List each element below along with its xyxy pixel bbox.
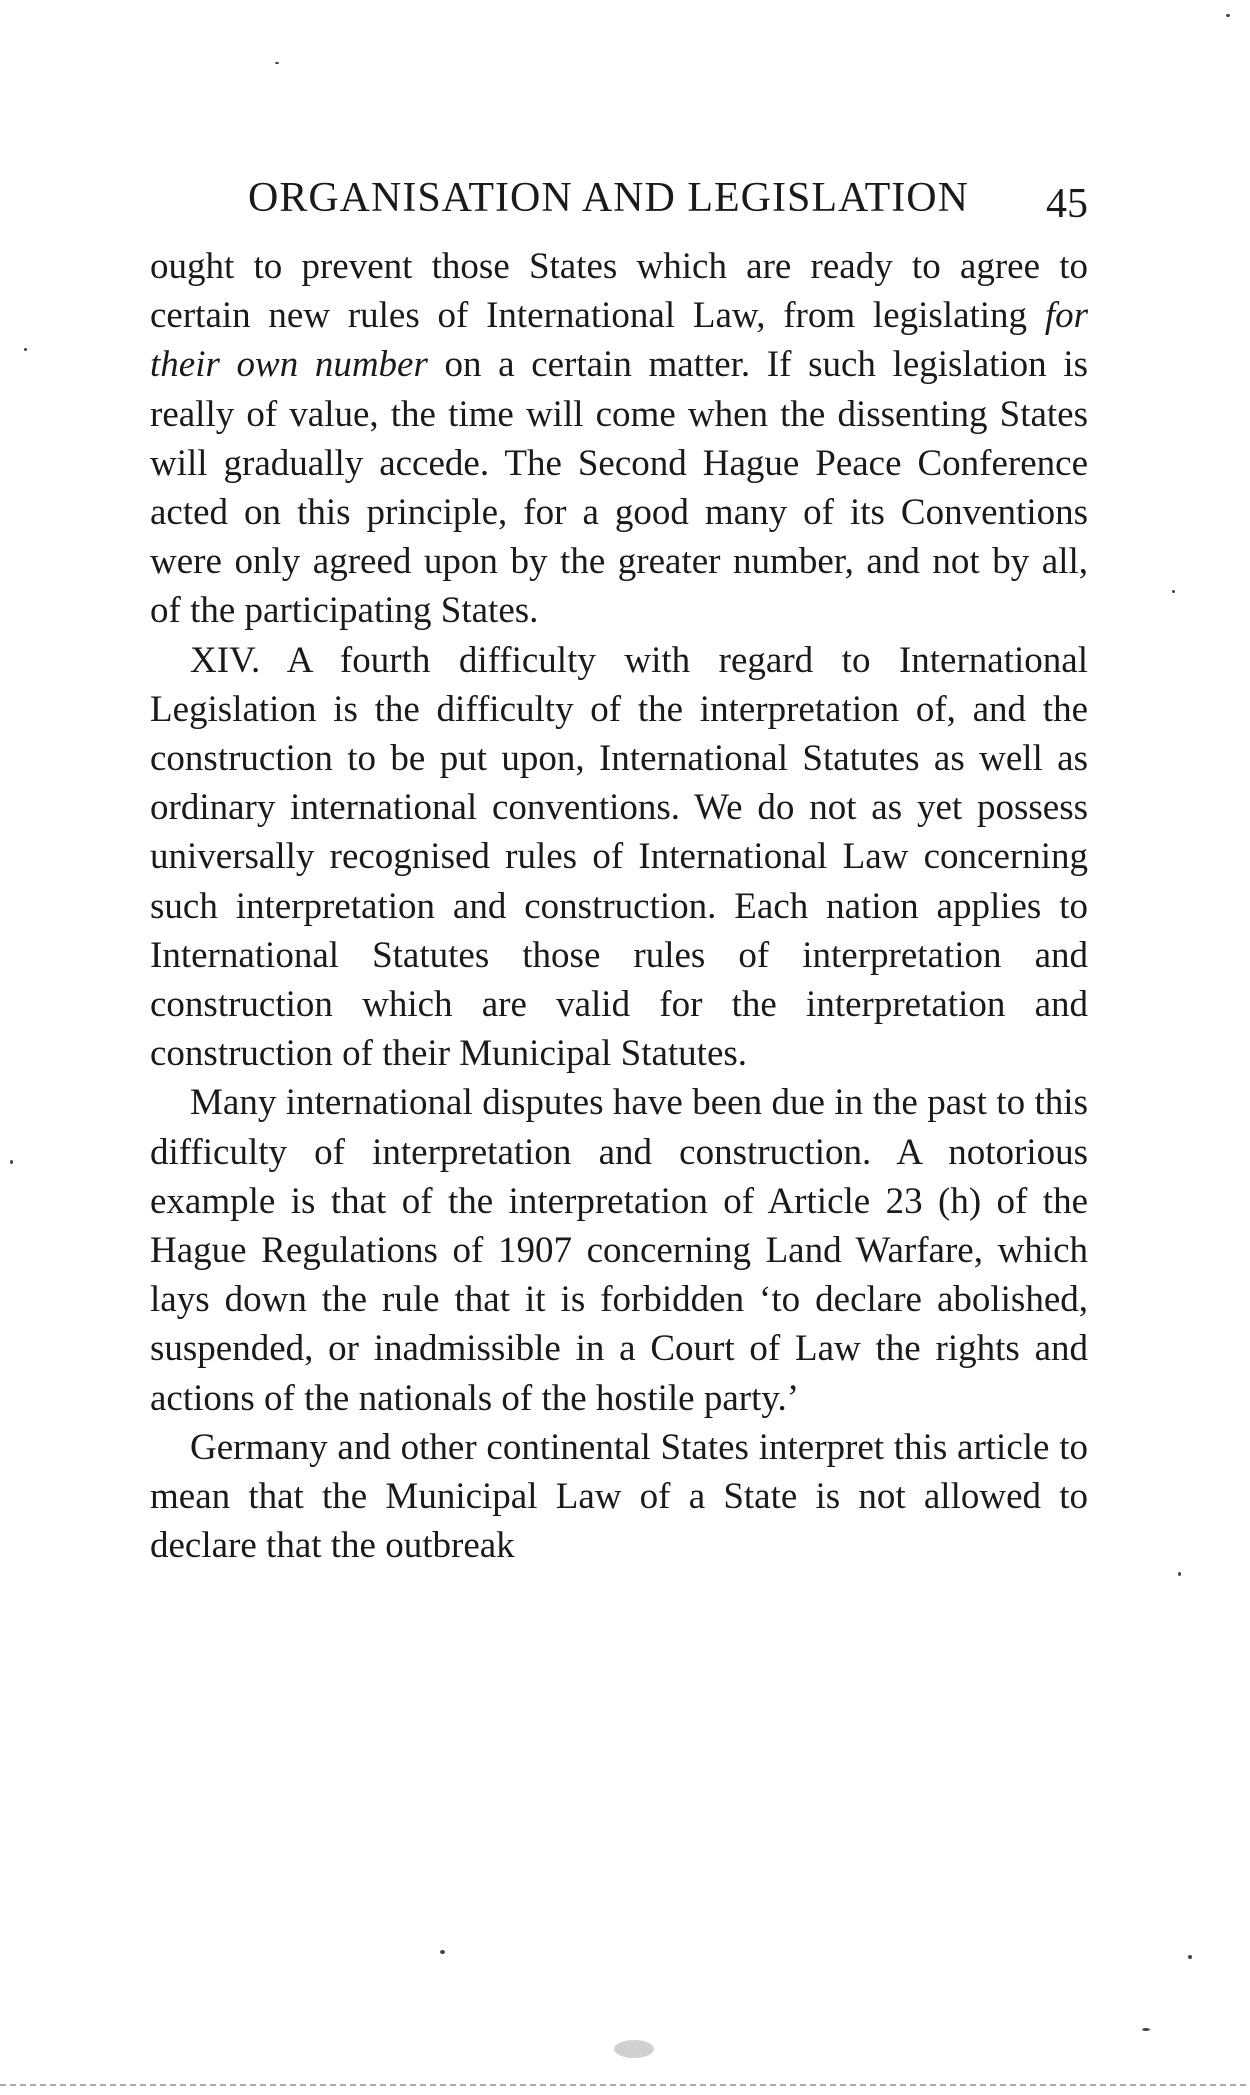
italic-phrase: for their own number bbox=[150, 295, 1088, 386]
scan-speck bbox=[440, 1950, 445, 1954]
scan-speck bbox=[10, 1160, 13, 1164]
paragraph-continued bbox=[150, 242, 1088, 636]
scan-speck bbox=[1172, 590, 1175, 593]
scan-speck bbox=[1226, 14, 1230, 17]
scan-speck bbox=[275, 62, 279, 64]
page-number: 45 bbox=[1046, 181, 1088, 227]
scan-speck bbox=[24, 348, 27, 351]
scan-speck bbox=[1178, 1572, 1181, 1576]
paragraph-germany: Germany and other continental States interpret this article to mean that the Municipal Law of a State is not allowed to declare that the outbreak bbox=[150, 1426, 1088, 1567]
paragraph-disputes: Many international disputes have been due in the past to this difficulty of interpretation and construction. A notorious example is that of the interpretation of Article 23 (h) of the Hague Regulations of 1907 concerning Land Warfare, which lays down the rule that it is forbidden ‘to declare abolished, suspended, or inadmissible in a Court of Law the rights and actions of the nationals of the hostile party.’ bbox=[150, 1082, 1088, 1419]
running-head bbox=[150, 168, 1088, 228]
paragraph-text-after-italic: on a certain matter. If such legislation is really of value, the time will come when the dissenting States will gradually accede. The Second Hague Peace Conference acted on this principle, for a good many of its Conventions were only agreed upon by the greater number, and not by all, of the participating States. bbox=[150, 344, 1088, 632]
paragraph-text-before-italic: ought to prevent those States which are ready to agree to certain new rules of International Law, from legislating bbox=[150, 246, 1088, 337]
paragraph-section-xiv: XIV. A fourth difficulty with regard to International Legislation is the difficulty of the interpretation of, and the construction to be put upon, International Statutes as well as ordinary international conventions. We do not as yet possess universally recognised rules of International Law concerning such interpretation and construction. Each nation applies to International Statutes those rules of interpretation and construction which are valid for the interpretation and construction of their Municipal Statutes. bbox=[150, 639, 1088, 1075]
running-title: ORGANISATION AND LEGISLATION bbox=[248, 175, 969, 221]
scan-speck bbox=[1188, 1955, 1192, 1959]
scan-edge-rule bbox=[0, 2084, 1250, 2086]
scan-speck bbox=[614, 2040, 654, 2058]
scan-speck bbox=[1142, 2028, 1150, 2031]
body-text bbox=[150, 242, 1088, 1570]
